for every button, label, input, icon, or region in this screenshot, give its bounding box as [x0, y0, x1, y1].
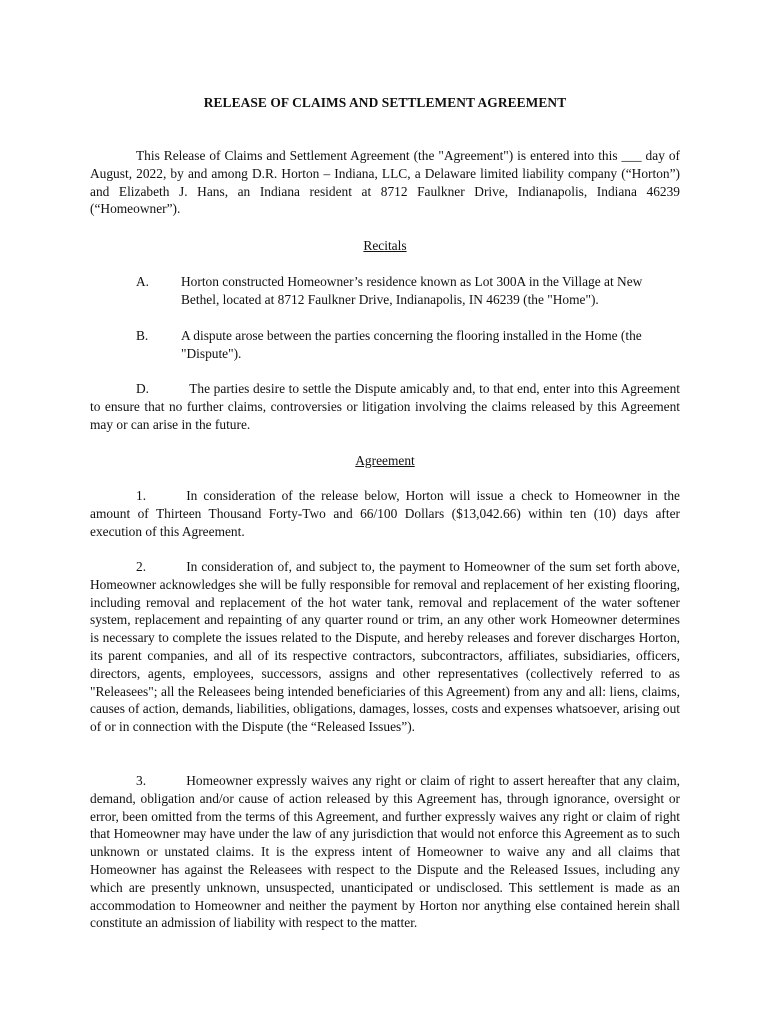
document-title: RELEASE OF CLAIMS AND SETTLEMENT AGREEMENT: [203, 95, 567, 110]
clause-1: 1. In consideration of the release below, Horton will issue a check to Homeowner in the amount of Thirteen Thousand Forty-Two and 66/100 Dollars ($13,042.66) within ten (10) days after execution of this Agreement.: [90, 488, 680, 539]
intro-paragraph: This Release of Claims and Settlement Agreement (the "Agreement") is entered into this ___ day of August, 2022, by and among D.R. Horton – Indiana, LLC, a Delaware limited liability company (“Horton”) and Elizabeth J. Hans, an Indiana resident at 8712 Faulkner Drive, Indianapolis, Indiana 46239 (“Homeowner”).: [90, 148, 680, 217]
agreement-heading: Agreement: [355, 453, 415, 468]
recital-a: [90, 273, 680, 309]
recital-letter: B.: [136, 328, 149, 343]
recital-text: A dispute arose between the parties concerning the flooring installed in the Home (the "Dispute").: [181, 328, 642, 361]
recital-b: [90, 327, 680, 363]
clause-3: 3. Homeowner expressly waives any right or claim of right to assert hereafter that any claim, demand, obligation and/or cause of action released by this Agreement has, through ignorance, oversight or error, been omitted from the terms of this Agreement, and further expressly waives any right or claim of right that Homeowner may have under the law of any jurisdiction that would not enforce this Agreement as to such unknown or unstated claims. It is the express intent of Homeowner to waive any and all claims that Homeowner has against the Releasees with respect to the Dispute and the Released Issues, including any which are presently unknown, unsuspected, unanticipated or undisclosed. This settlement is made as an accommodation to Homeowner and neither the payment by Horton nor anything else contained herein shall constitute an admission of liability with respect to the matter.: [90, 773, 680, 931]
recital-d-paragraph: D. The parties desire to settle the Dispute amicably and, to that end, enter into this Agreement to ensure that no further claims, controversies or litigation involving the claims released by this Agreement may or can arise in the future.: [90, 381, 680, 432]
recital-letter: A.: [136, 274, 150, 289]
recitals-heading: Recitals: [363, 238, 407, 253]
clause-2: 2. In consideration of, and subject to, the payment to Homeowner of the sum set forth above, Homeowner acknowledges she will be fully responsible for removal and replacement of her existing flooring, including removal and replacement of the hot water tank, removal and replacement of the water softener system, replacement and repainting of any quarter round or trim, an any other work Homeowner determines is necessary to complete the issues related to the Dispute, and hereby releases and forever discharges Horton, its parent companies, and all of its respective contractors, subcontractors, affiliates, subsidiaries, officers, directors, agents, employees, successors, assigns and other representatives (collectively referred to as "Releasees"; all the Releasees being intended beneficiaries of this Agreement) from any and all: liens, claims, causes of action, demands, liabilities, obligations, damages, losses, costs and expenses whatsoever, arising out of or in connection with the Dispute (the “Released Issues”).: [90, 559, 681, 735]
recital-text: Horton constructed Homeowner’s residence known as Lot 300A in the Village at New Bethel, located at 8712 Faulkner Drive, Indianapolis, IN 46239 (the "Home").: [181, 274, 643, 307]
